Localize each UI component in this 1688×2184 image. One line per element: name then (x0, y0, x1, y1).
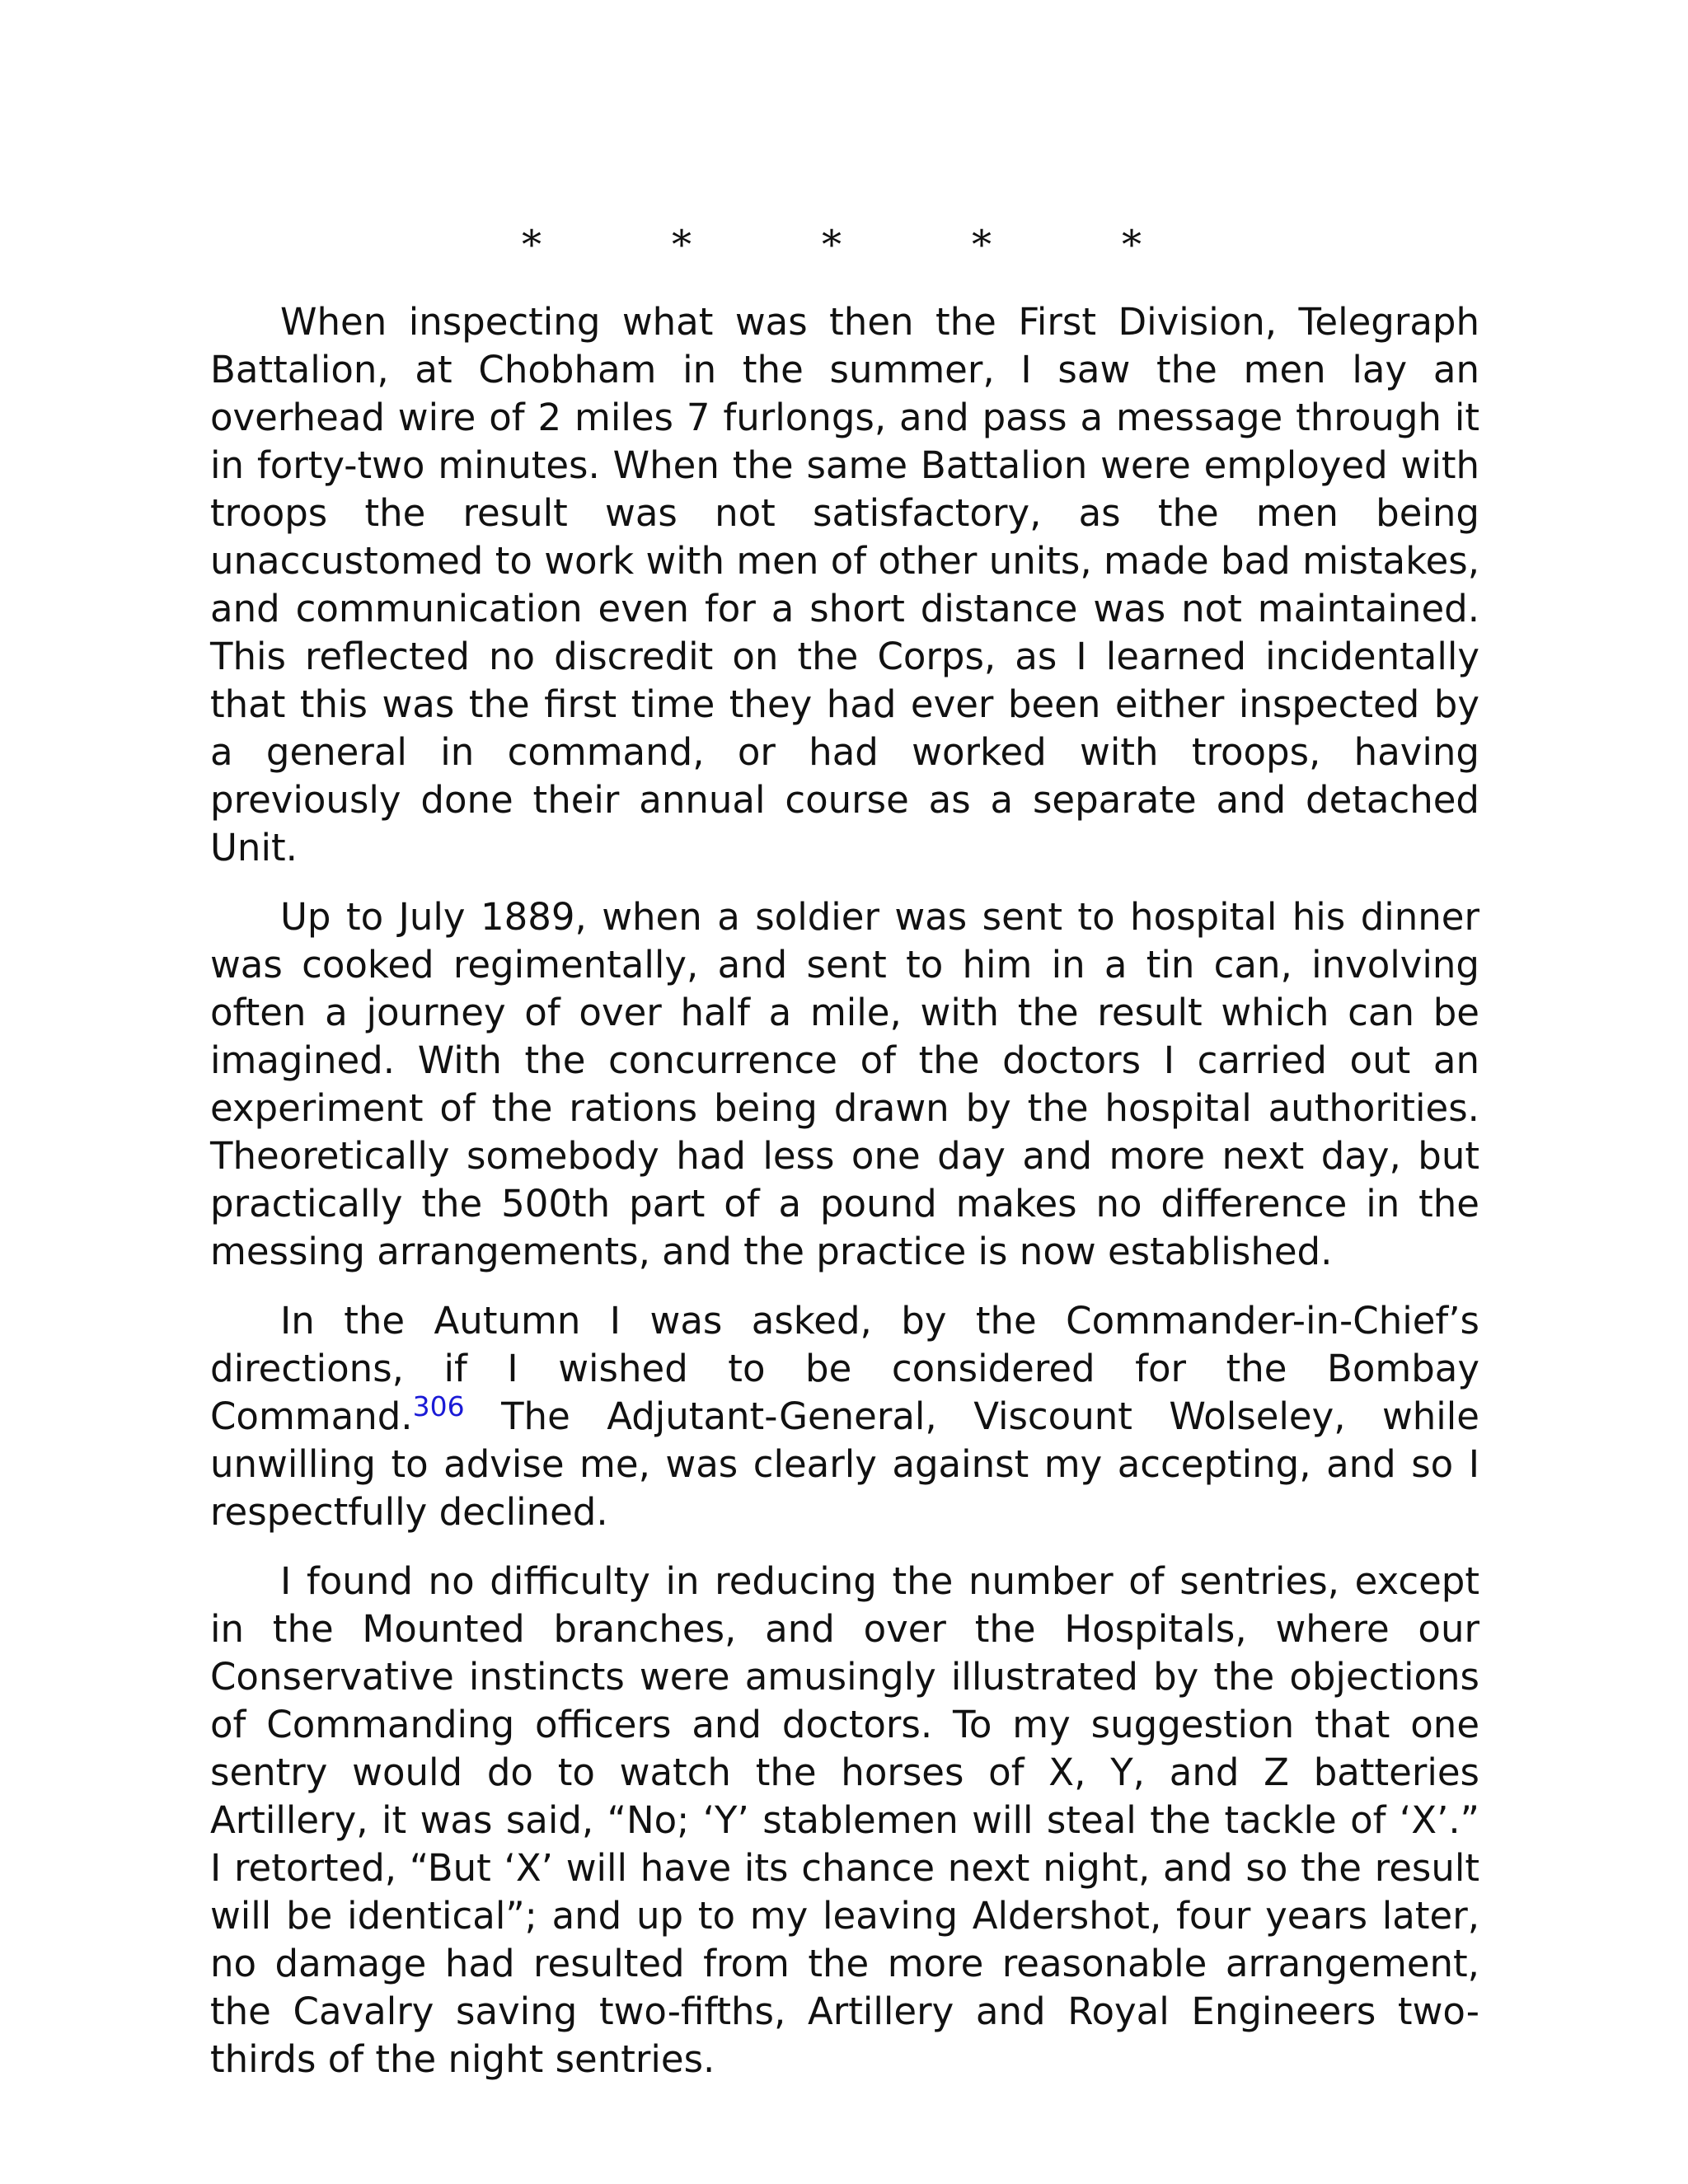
book-page (210, 221, 1479, 2105)
section-separator (522, 221, 1142, 269)
paragraph-text: The Adjutant-General, Viscount Wolseley, while unwilling to advise me, was clearly against my accepting, and so I respectfully declined. (210, 1394, 1479, 1534)
paragraph-text: In the Autumn I was asked, by the Commander-in-Chief’s directions, if I wished to be considered for the Bombay Command. (210, 1299, 1479, 1438)
paragraph-hospital-rations: Up to July 1889, when a soldier was sent to hospital his dinner was cooked regimentally, and sent to him in a tin can, involving often a journey of over half a mile, with the result which can be imagined. With the concurrence of the doctors I carried out an experiment of the rations being drawn by the hospital authorities. Theoretically somebody had less one day and more next day, but practically the 500th part of a pound makes no difference in the messing arrangements, and the practice is now established. (210, 895, 1479, 1273)
separator-star: * (672, 222, 692, 268)
separator-star: * (1122, 222, 1142, 268)
paragraph-bombay-command (210, 1297, 1479, 1536)
footnote-link[interactable]: 306 (412, 1390, 465, 1422)
separator-star: * (822, 222, 842, 268)
separator-star: * (522, 222, 542, 268)
paragraph-sentries: I found no difficulty in reducing the number of sentries, except in the Mounted branches, and over the Hospitals, where our Conservative instincts were amusingly illustrated by the objections of Commanding officers and doctors. To my suggestion that one sentry would do to watch the horses of X, Y, and Z batteries Artillery, it was said, “No; ‘Y’ stablemen will steal the tackle of ‘X’.” I retorted, “But ‘X’ will have its chance next night, and so the result will be identical”; and up to my leaving Aldershot, four years later, no damage had resulted from the more reasonable arrangement, the Cavalry saving two-fifths, Artillery and Royal Engineers two-thirds of the night sentries. (210, 1559, 1479, 2081)
paragraph-telegraph-battalion: When inspecting what was then the First Division, Telegraph Battalion, at Chobham in the summer, I saw the men lay an overhead wire of 2 miles 7 furlongs, and pass a message through it in forty-two minutes. When the same Battalion were employed with troops the result was not satisfactory, as the men being unaccustomed to work with men of other units, made bad mistakes, and communication even for a short distance was not maintained. This reflected no discredit on the Corps, as I learned incidentally that this was the first time they had ever been either inspected by a general in command, or had worked with troops, having previously done their annual course as a separate and detached Unit. (210, 300, 1479, 869)
separator-star: * (972, 222, 992, 268)
